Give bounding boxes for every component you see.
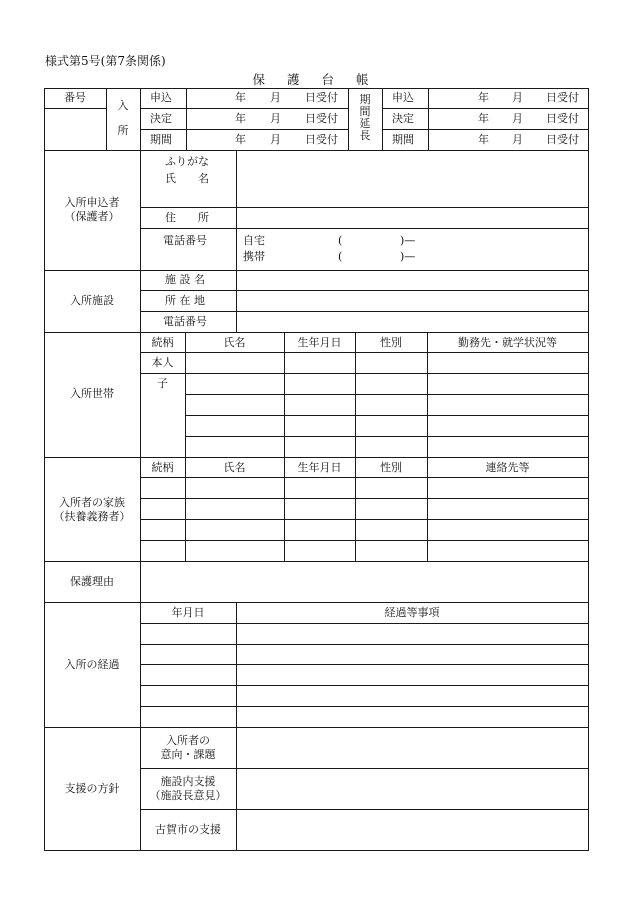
table-rule-horizontal (140, 685, 589, 686)
table-rule-horizontal (140, 540, 589, 541)
table-rule-horizontal (140, 207, 589, 208)
facility-location-label: 所 在 地 (165, 294, 205, 307)
table-rule-horizontal (185, 436, 589, 437)
table-rule-vertical (236, 727, 237, 850)
table-rule-horizontal (140, 519, 589, 520)
table-rule-horizontal (140, 311, 589, 312)
extension-char-2: 間 (359, 105, 371, 118)
table-rule-horizontal (140, 498, 589, 499)
progress-header-matters: 経過等事項 (384, 606, 440, 619)
facility-name-label: 施 設 名 (165, 273, 205, 286)
month-unit: 月 (270, 112, 281, 125)
household-header-name: 氏名 (223, 336, 246, 349)
right-row-apply: 申込 (392, 91, 414, 104)
family-header-contact: 連絡先等 (485, 461, 530, 474)
reason-section: 保護理由 (70, 575, 114, 588)
table-rule-horizontal (44, 561, 589, 562)
table-rule-horizontal (140, 108, 348, 109)
table-rule-horizontal (44, 270, 589, 271)
extension-char-4: 長 (359, 129, 371, 142)
family-section-line2: （扶養義務者） (53, 510, 131, 523)
table-rule-horizontal (140, 623, 589, 624)
extension-char-3: 延 (359, 117, 371, 130)
table-rule-horizontal (44, 457, 589, 458)
household-section: 入所世帯 (70, 387, 114, 400)
table-rule-horizontal (140, 706, 589, 707)
name-label: 氏 名 (165, 172, 209, 185)
table-rule-horizontal (140, 352, 589, 353)
right-row-decide: 決定 (392, 112, 414, 125)
table-rule-vertical (106, 88, 107, 150)
table-rule-horizontal (44, 88, 589, 89)
month-unit: 月 (512, 133, 523, 146)
household-header-birthdate: 生年月日 (297, 336, 342, 349)
table-rule-vertical (382, 88, 383, 150)
progress-section: 入所の経過 (64, 658, 120, 671)
day-received: 日受付 (546, 112, 579, 125)
facility-section: 入所施設 (70, 294, 114, 307)
left-row-period: 期間 (150, 133, 172, 146)
family-header-name: 氏名 (223, 461, 246, 474)
month-unit: 月 (512, 91, 523, 104)
table-rule-horizontal (44, 108, 106, 109)
table-rule-horizontal (140, 228, 589, 229)
day-received: 日受付 (305, 91, 338, 104)
family-section-line1: 入所者の家族 (59, 496, 125, 509)
table-rule-horizontal (140, 477, 589, 478)
applicant-section-line1: 入所申込者 (64, 196, 120, 209)
table-rule-horizontal (140, 373, 589, 374)
applicant-section-line2: （保護者） (64, 210, 120, 223)
month-unit: 月 (270, 91, 281, 104)
nyusho-char-2: 所 (117, 124, 129, 137)
family-header-sex: 性別 (380, 461, 402, 474)
table-rule-vertical (428, 88, 429, 150)
support-facility-line2: （施設長意見） (149, 789, 227, 802)
paren-close: )— (400, 250, 416, 263)
table-rule-horizontal (140, 664, 589, 665)
table-rule-horizontal (185, 394, 589, 395)
table-rule-horizontal (44, 850, 589, 851)
family-header-relation: 続柄 (151, 461, 174, 474)
number-label: 番号 (64, 91, 86, 104)
table-rule-horizontal (44, 332, 589, 333)
mobile-phone-label: 携帯 (243, 250, 265, 263)
table-rule-vertical (588, 88, 589, 851)
year-unit: 年 (235, 133, 246, 146)
table-rule-vertical (236, 270, 237, 332)
support-city: 古賀市の支援 (155, 823, 221, 836)
table-rule-horizontal (140, 644, 589, 645)
household-header-relation: 続柄 (151, 336, 174, 349)
support-intent-line2: 意向・課題 (160, 748, 216, 761)
right-row-period: 期間 (392, 133, 414, 146)
day-received: 日受付 (305, 133, 338, 146)
month-unit: 月 (512, 112, 523, 125)
extension-char-1: 期 (359, 93, 371, 106)
table-rule-horizontal (140, 768, 589, 769)
month-unit: 月 (270, 133, 281, 146)
year-unit: 年 (478, 91, 489, 104)
furigana-label: ふりがな (165, 155, 209, 168)
support-intent-line1: 入所者の (166, 734, 210, 747)
year-unit: 年 (478, 133, 489, 146)
table-rule-horizontal (44, 727, 589, 728)
household-header-work: 勤務先・就学状況等 (458, 336, 557, 349)
home-phone-label: 自宅 (243, 234, 265, 247)
address-label: 住 所 (165, 211, 209, 224)
table-rule-vertical (348, 88, 349, 150)
relation-self: 本人 (151, 356, 174, 369)
table-rule-horizontal (140, 809, 589, 810)
year-unit: 年 (235, 112, 246, 125)
paren-open: ( (338, 234, 343, 247)
phone-label: 電話番号 (163, 234, 207, 247)
support-facility-line1: 施設内支援 (160, 775, 216, 788)
household-header-sex: 性別 (380, 336, 402, 349)
table-rule-horizontal (382, 108, 588, 109)
form-number: 様式第5号(第7条関係) (45, 54, 166, 68)
facility-phone-label: 電話番号 (163, 315, 207, 328)
table-rule-horizontal (44, 602, 589, 603)
table-rule-vertical (236, 150, 237, 270)
table-rule-horizontal (140, 129, 348, 130)
left-row-apply: 申込 (150, 91, 172, 104)
document-title: 保 護 台 帳 (252, 72, 378, 87)
year-unit: 年 (235, 91, 246, 104)
paren-close: )— (400, 234, 416, 247)
table-rule-horizontal (185, 415, 589, 416)
day-received: 日受付 (546, 91, 579, 104)
support-section: 支援の方針 (64, 782, 120, 795)
table-rule-vertical (186, 88, 187, 150)
table-rule-horizontal (44, 150, 589, 151)
table-rule-horizontal (140, 290, 589, 291)
day-received: 日受付 (546, 133, 579, 146)
left-row-decide: 決定 (150, 112, 172, 125)
table-rule-horizontal (382, 129, 588, 130)
paren-open: ( (338, 250, 343, 263)
nyusho-char-1: 入 (117, 99, 129, 112)
progress-header-date: 年月日 (171, 606, 205, 619)
family-header-birthdate: 生年月日 (297, 461, 342, 474)
day-received: 日受付 (305, 112, 338, 125)
year-unit: 年 (478, 112, 489, 125)
relation-child: 子 (157, 377, 168, 390)
table-rule-vertical (140, 88, 141, 150)
